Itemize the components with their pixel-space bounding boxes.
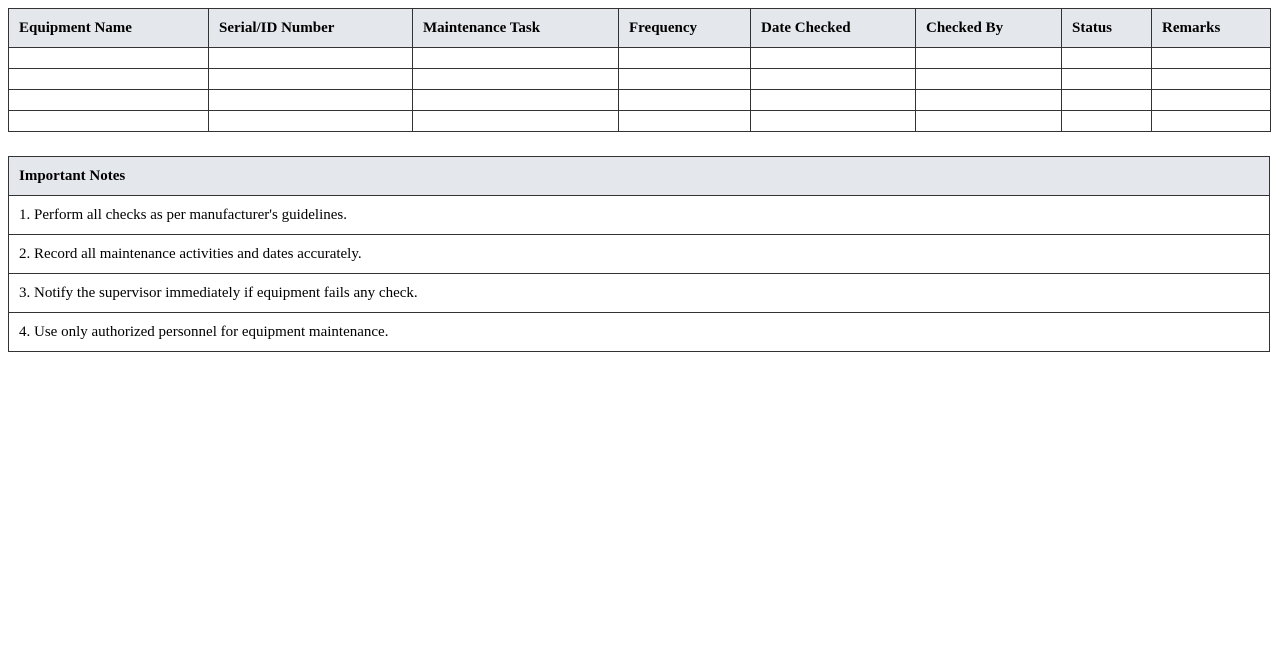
- table-cell[interactable]: [413, 111, 619, 132]
- column-header-maintenance-task: Maintenance Task: [413, 9, 619, 48]
- table-cell[interactable]: [209, 90, 413, 111]
- table-cell[interactable]: [1152, 111, 1271, 132]
- table-cell[interactable]: [619, 111, 751, 132]
- table-cell[interactable]: [1062, 48, 1152, 69]
- table-cell[interactable]: [9, 48, 209, 69]
- note-row: [9, 313, 1270, 352]
- maintenance-log-table: [8, 8, 1271, 132]
- table-cell[interactable]: [9, 90, 209, 111]
- note-item: 2. Record all maintenance activities and dates accurately.: [9, 235, 1270, 274]
- note-row: [9, 274, 1270, 313]
- table-cell[interactable]: [209, 48, 413, 69]
- column-header-serial-id-number: Serial/ID Number: [209, 9, 413, 48]
- table-row: [9, 69, 1271, 90]
- table-cell[interactable]: [413, 48, 619, 69]
- column-header-frequency: Frequency: [619, 9, 751, 48]
- table-cell[interactable]: [751, 48, 916, 69]
- column-header-date-checked: Date Checked: [751, 9, 916, 48]
- notes-header-row: [9, 157, 1270, 196]
- table-cell[interactable]: [619, 69, 751, 90]
- table-cell[interactable]: [413, 69, 619, 90]
- table-cell[interactable]: [751, 90, 916, 111]
- table-cell[interactable]: [9, 69, 209, 90]
- table-header-row: [9, 9, 1271, 48]
- table-cell[interactable]: [1152, 69, 1271, 90]
- note-item: 3. Notify the supervisor immediately if equipment fails any check.: [9, 274, 1270, 313]
- column-header-equipment-name: Equipment Name: [9, 9, 209, 48]
- column-header-remarks: Remarks: [1152, 9, 1271, 48]
- column-header-checked-by: Checked By: [916, 9, 1062, 48]
- table-cell[interactable]: [1062, 69, 1152, 90]
- table-cell[interactable]: [751, 111, 916, 132]
- table-cell[interactable]: [1062, 90, 1152, 111]
- table-cell[interactable]: [9, 111, 209, 132]
- table-cell[interactable]: [1152, 48, 1271, 69]
- table-cell[interactable]: [209, 111, 413, 132]
- table-cell[interactable]: [619, 90, 751, 111]
- table-cell[interactable]: [1062, 111, 1152, 132]
- table-row: [9, 111, 1271, 132]
- table-cell[interactable]: [916, 48, 1062, 69]
- important-notes-table: [8, 156, 1270, 352]
- table-cell[interactable]: [413, 90, 619, 111]
- notes-title: Important Notes: [9, 157, 1270, 196]
- note-row: [9, 196, 1270, 235]
- note-item: 1. Perform all checks as per manufacturer's guidelines.: [9, 196, 1270, 235]
- column-header-status: Status: [1062, 9, 1152, 48]
- table-cell[interactable]: [916, 69, 1062, 90]
- table-cell[interactable]: [916, 90, 1062, 111]
- note-item: 4. Use only authorized personnel for equipment maintenance.: [9, 313, 1270, 352]
- table-cell[interactable]: [209, 69, 413, 90]
- table-cell[interactable]: [619, 48, 751, 69]
- table-cell[interactable]: [1152, 90, 1271, 111]
- table-cell[interactable]: [751, 69, 916, 90]
- note-row: [9, 235, 1270, 274]
- table-cell[interactable]: [916, 111, 1062, 132]
- table-row: [9, 90, 1271, 111]
- table-row: [9, 48, 1271, 69]
